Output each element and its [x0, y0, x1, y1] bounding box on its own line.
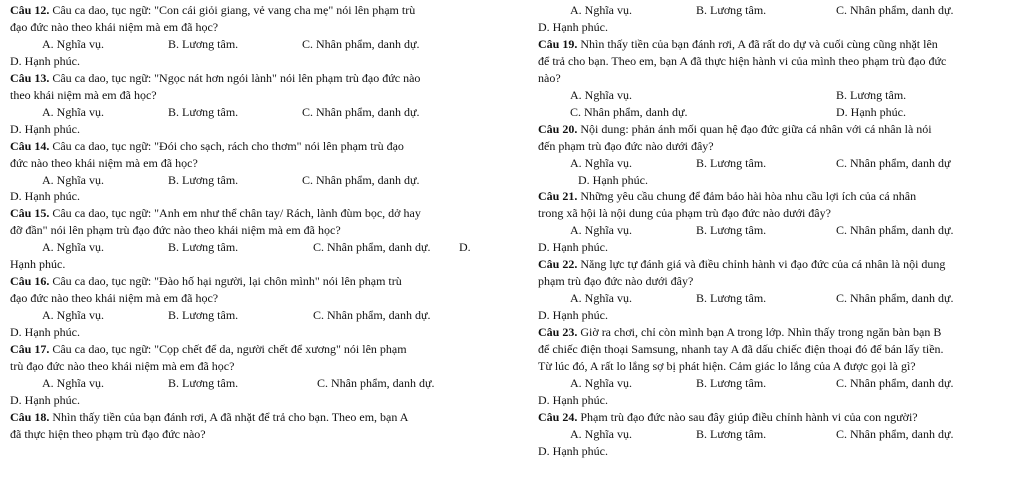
answer-option: B. Lương tâm.: [696, 3, 767, 17]
question-text: Câu ca dao, tục ngữ: "Con cái giỏi giang, vẻ vang cha mẹ" nói lên phạm trù: [49, 3, 416, 17]
question-text: Nhìn thấy tiền của bạn đánh rơi, A đã rất do dự và cuối cùng cũng nhặt lên: [577, 36, 938, 51]
question-text: theo khái niệm mà em đã học?: [10, 87, 157, 102]
question-stem: [538, 36, 938, 52]
question-text: phạm trù đạo đức nào dưới đây?: [538, 274, 694, 289]
text-line: [10, 19, 218, 35]
text-line: [578, 172, 648, 188]
answer-option: A. Nghĩa vụ.: [570, 426, 632, 441]
question-stem: [10, 409, 408, 425]
answer-options: [10, 239, 510, 255]
answer-option: B. Lương tâm.: [168, 172, 239, 187]
question-text: đã thực hiện theo phạm trù đạo đức nào?: [10, 426, 206, 441]
text-line: [538, 341, 944, 357]
question-number: Câu 15.: [10, 206, 50, 221]
answer-option: B. Lương tâm.: [696, 291, 767, 306]
question-text: đến phạm trù đạo đức nào dưới đây?: [538, 138, 714, 153]
text-line: [10, 392, 80, 408]
answer-option: C. Nhân phẩm, danh dự.: [836, 3, 954, 17]
answer-options: [10, 36, 510, 52]
question-text: Năng lực tự đánh giá và điều chỉnh hành vi đạo đức của cá nhân là nội dung: [577, 257, 946, 272]
answer-option: B. Lương tâm.: [168, 240, 239, 255]
answer-option: A. Nghĩa vụ.: [42, 104, 104, 119]
question-text: D. Hạnh phúc.: [538, 392, 608, 407]
answer-options: [538, 155, 1020, 171]
question-text: D. Hạnh phúc.: [538, 308, 608, 323]
answer-option: A. Nghĩa vụ.: [570, 155, 632, 170]
question-text: trù đạo đức nào theo khái niệm mà em đã học?: [10, 358, 235, 373]
answer-option: A. Nghĩa vụ.: [42, 172, 104, 187]
text-line: [538, 53, 946, 69]
text-line: [10, 426, 206, 442]
question-text: Hạnh phúc.: [10, 257, 66, 272]
answer-option: B. Lương tâm.: [168, 308, 239, 323]
text-line: [538, 19, 608, 35]
answer-options: [538, 2, 1020, 18]
text-line: [538, 273, 693, 289]
answer-option: B. Lương tâm.: [836, 87, 907, 102]
question-text: D. Hạnh phúc.: [538, 19, 608, 34]
answer-options: [538, 104, 1020, 120]
answer-options: [538, 426, 1020, 442]
question-number: Câu 18.: [10, 409, 50, 424]
question-stem: [538, 409, 918, 425]
answer-option: A. Nghĩa vụ.: [570, 3, 632, 17]
question-stem: [10, 2, 415, 18]
text-line: [10, 121, 80, 137]
answer-options: [538, 375, 1020, 391]
text-line: [10, 222, 341, 238]
question-number: Câu 17.: [10, 342, 50, 356]
question-text: D. Hạnh phúc.: [538, 240, 608, 255]
answer-option: C. Nhân phẩm, danh dự: [836, 155, 951, 170]
text-line: [538, 239, 608, 255]
answer-option: B. Lương tâm.: [696, 223, 767, 238]
text-line: [10, 155, 198, 171]
answer-option: C. Nhân phẩm, danh dự.: [302, 172, 420, 187]
answer-option: A. Nghĩa vụ.: [42, 36, 104, 51]
answer-option: C. Nhân phẩm, danh dự.: [302, 36, 420, 51]
question-stem: [10, 70, 420, 86]
question-text: D. Hạnh phúc.: [10, 392, 80, 407]
question-stem: [538, 256, 945, 272]
question-text: Phạm trù đạo đức nào sau đây giúp điều chỉnh hành vi của con người?: [577, 409, 918, 424]
question-text: đỡ đần" nói lên phạm trù đạo đức nào theo khái niệm mà em đã học?: [10, 223, 341, 238]
question-text: Câu ca dao, tục ngữ: "Đói cho sạch, rách cho thơm" nói lên phạm trù đạo: [49, 138, 404, 153]
question-text: Câu ca dao, tục ngữ: "Anh em như thể chân tay/ Rách, lành đùm bọc, dở hay: [49, 206, 421, 221]
question-number: Câu 23.: [538, 325, 578, 340]
question-text: Câu ca dao, tục ngữ: "Ngọc nát hơn ngói lành" nói lên phạm trù đạo đức nào: [49, 70, 421, 85]
text-line: [538, 138, 714, 154]
answer-option: C. Nhân phẩm, danh dự.: [836, 426, 954, 441]
question-stem: [538, 188, 916, 204]
answer-option: C. Nhân phẩm, danh dự.: [836, 375, 954, 390]
answer-option: B. Lương tâm.: [168, 375, 239, 390]
text-line: [10, 53, 80, 69]
question-text: D. Hạnh phúc.: [10, 325, 80, 340]
question-text: Câu ca dao, tục ngữ: "Đào hố hại người, lại chôn mình" nói lên phạm trù: [49, 274, 402, 289]
question-text: D. Hạnh phúc.: [578, 172, 648, 187]
question-text: để trả cho bạn. Theo em, bạn A đã thực hiện hành vi của mình theo phạm trù đạo đức: [538, 53, 947, 68]
text-line: [538, 392, 608, 408]
answer-options: [538, 290, 1020, 306]
question-stem: [538, 324, 941, 340]
question-stem: [10, 205, 421, 221]
text-line: [10, 256, 65, 272]
answer-options: [538, 222, 1020, 238]
question-text: D. Hạnh phúc.: [538, 443, 608, 458]
question-text: Nội dung: phản ánh mối quan hệ đạo đức giữa cá nhân với cá nhân là nói: [577, 121, 932, 136]
answer-option: D.: [459, 240, 471, 255]
answer-option: D. Hạnh phúc.: [836, 104, 906, 119]
answer-option: B. Lương tâm.: [696, 375, 767, 390]
question-text: trong xã hội là nội dung của phạm trù đạo đức nào dưới đây?: [538, 206, 831, 221]
question-number: Câu 19.: [538, 36, 578, 51]
text-line: [10, 290, 218, 306]
question-text: để chiếc điện thoại Samsung, nhanh tay A đã dấu chiếc điện thoại đó để bán lấy tiền.: [538, 342, 944, 356]
answer-options: [10, 307, 510, 323]
answer-option: C. Nhân phẩm, danh dự.: [317, 375, 435, 390]
question-number: Câu 12.: [10, 3, 50, 17]
question-number: Câu 21.: [538, 189, 578, 204]
question-stem: [10, 138, 404, 154]
question-text: D. Hạnh phúc.: [10, 121, 80, 136]
text-line: [538, 443, 608, 459]
text-line: [10, 358, 234, 374]
text-line: [538, 358, 916, 374]
question-number: Câu 13.: [10, 70, 50, 85]
answer-options: [10, 172, 510, 188]
answer-option: C. Nhân phẩm, danh dự.: [313, 240, 431, 255]
question-number: Câu 22.: [538, 257, 578, 272]
text-line: [10, 87, 157, 103]
answer-option: B. Lương tâm.: [168, 36, 239, 51]
answer-option: A. Nghĩa vụ.: [570, 291, 632, 306]
text-line: [538, 70, 561, 86]
question-number: Câu 16.: [10, 274, 50, 289]
question-number: Câu 14.: [10, 138, 50, 153]
text-line: [10, 324, 80, 340]
question-text: Những yêu cầu chung để đảm bảo hài hòa nhu cầu lợi ích của cá nhân: [577, 189, 917, 204]
answer-option: A. Nghĩa vụ.: [570, 375, 632, 390]
question-text: D. Hạnh phúc.: [10, 189, 80, 204]
answer-options: [10, 104, 510, 120]
text-line: [10, 188, 80, 204]
answer-option: B. Lương tâm.: [696, 155, 767, 170]
answer-option: C. Nhân phẩm, danh dự.: [836, 223, 954, 238]
answer-option: A. Nghĩa vụ.: [570, 87, 632, 102]
question-text: đức nào theo khái niệm mà em đã học?: [10, 155, 198, 170]
question-text: Câu ca dao, tục ngữ: "Cọp chết để da, người chết để xương" nói lên phạm: [49, 342, 407, 356]
question-stem: [538, 121, 932, 137]
answer-option: B. Lương tâm.: [168, 104, 239, 119]
answer-option: C. Nhân phẩm, danh dự.: [836, 291, 954, 306]
answer-option: A. Nghĩa vụ.: [42, 375, 104, 390]
answer-options: [10, 375, 510, 391]
question-stem: [10, 341, 407, 357]
question-text: nào?: [538, 70, 561, 85]
question-text: D. Hạnh phúc.: [10, 53, 80, 68]
question-stem: [10, 273, 402, 289]
answer-option: A. Nghĩa vụ.: [42, 308, 104, 323]
answer-option: C. Nhân phẩm, danh dự.: [313, 308, 431, 323]
question-number: Câu 20.: [538, 121, 578, 136]
question-number: Câu 24.: [538, 409, 578, 424]
question-text: đạo đức nào theo khái niệm mà em đã học?: [10, 19, 219, 34]
answer-option: C. Nhân phẩm, danh dự.: [302, 104, 420, 119]
answer-option: A. Nghĩa vụ.: [570, 223, 632, 238]
text-line: [538, 307, 608, 323]
question-text: Nhìn thấy tiền của bạn đánh rơi, A đã nhặt để trả cho bạn. Theo em, bạn A: [49, 409, 409, 424]
answer-options: [538, 87, 1020, 103]
answer-option: A. Nghĩa vụ.: [42, 240, 104, 255]
question-text: Giờ ra chơi, chỉ còn mình bạn A trong lớp. Nhìn thấy trong ngăn bàn bạn B: [577, 325, 942, 340]
text-line: [538, 205, 831, 221]
question-text: Từ lúc đó, A rất lo lắng sợ bị phát hiện. Cảm giác lo lắng của A được gọi là gì?: [538, 358, 916, 373]
answer-option: C. Nhân phẩm, danh dự.: [570, 104, 688, 119]
answer-option: B. Lương tâm.: [696, 426, 767, 441]
question-text: đạo đức nào theo khái niệm mà em đã học?: [10, 291, 219, 306]
